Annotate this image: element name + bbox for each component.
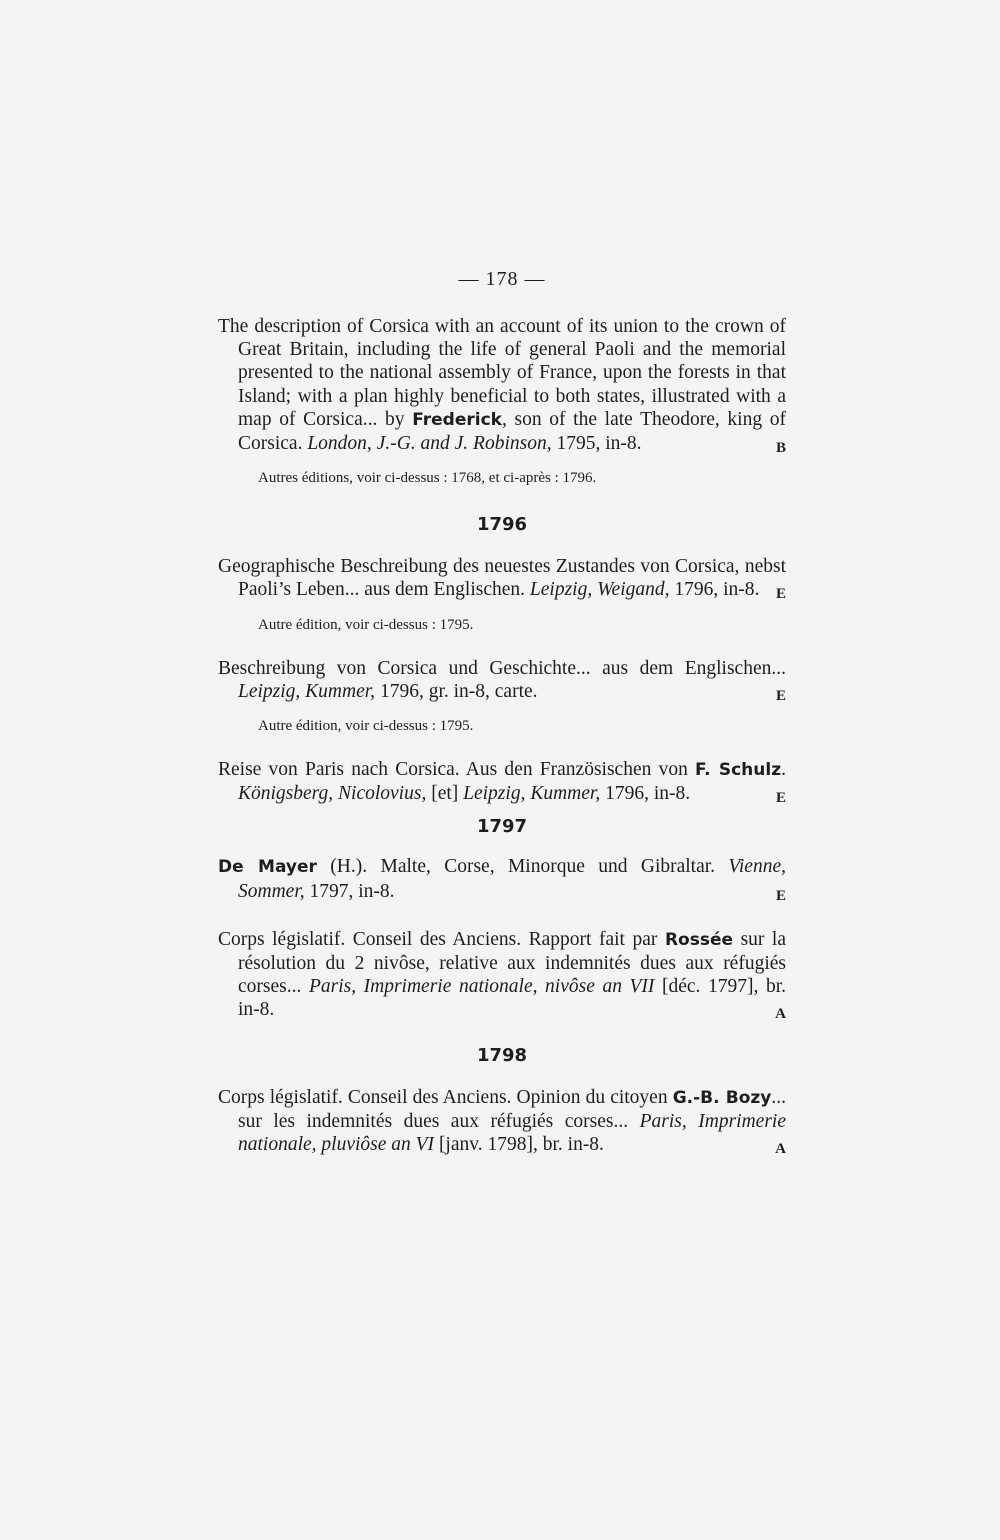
publisher: Paris, Imprimerie nationale, pluviôse an VI (238, 1110, 786, 1156)
rarity-grade: E (775, 790, 786, 807)
author-name: Frederick (412, 409, 502, 430)
page-number: — 178 — (458, 268, 546, 290)
author-name: G.-B. Bozy (672, 1087, 772, 1108)
bibliography-entry: Corps législatif. Conseil des Anciens. Rapport fait par Rossée sur la résolution du 2 nivôse, relative aux indemnités dues aux réfugiés corses... Paris, Imprimerie nationale, nivôse an VII [déc. 1797], br. in-8. A (218, 928, 786, 1022)
rarity-grade: A (775, 1141, 786, 1158)
publisher: London, J.-G. and J. Robinson, (307, 433, 552, 455)
rarity-grade: E (775, 586, 786, 603)
publisher: Paris, Imprimerie nationale, nivôse an VII (308, 976, 655, 998)
year-heading: 1798 (476, 1044, 528, 1066)
author-name: De Mayer (218, 857, 317, 878)
author-name: Rossée (664, 929, 734, 950)
publisher: Leipzig, Kummer, (238, 680, 376, 702)
edition-note: Autre édition, voir ci-dessus : 1795. (258, 718, 474, 735)
bibliography-entry: Beschreibung von Corsica und Geschichte... aus dem Englischen... Leipzig, Kummer, 1796, gr. in-8, carte. E (218, 657, 786, 703)
year-heading: 1797 (476, 816, 528, 838)
publisher: Leipzig, Kummer, (463, 783, 601, 805)
publisher: Königsberg, Nicolovius, (238, 783, 427, 805)
bibliography-entry: De Mayer (H.). Malte, Corse, Minorque und Gibraltar. Vienne, Sommer, 1797, in-8. E (218, 855, 786, 902)
edition-note: Autre édition, voir ci-dessus : 1795. (258, 616, 474, 633)
rarity-grade: A (775, 1006, 786, 1023)
publisher: Leipzig, Weigand, (529, 579, 670, 601)
bibliography-entry: Geographische Beschreibung des neuestes Zustandes von Corsica, nebst Paoli’s Leben... aus dem Englischen. Leipzig, Weigand, 1796, in-8. E (218, 555, 786, 601)
year-heading: 1796 (476, 514, 528, 536)
publisher: Vienne, Sommer, (238, 856, 786, 902)
rarity-grade: E (775, 687, 786, 704)
author-name: F. Schulz (695, 760, 782, 781)
edition-note: Autres éditions, voir ci-dessus : 1768, et ci-après : 1796. (258, 470, 597, 487)
bibliography-entry: Reise von Paris nach Corsica. Aus den Französischen von F. Schulz. Königsberg, Nicolovius, [et] Leipzig, Kummer, 1796, in-8. E (218, 758, 786, 805)
bibliography-entry: Corps législatif. Conseil des Anciens. Opinion du citoyen G.-B. Bozy... sur les indemnités dues aux réfugiés corses... Paris, Imprimerie nationale, pluviôse an VI [janv. 1798], br. in-8. A (218, 1086, 786, 1157)
book-page (218, 268, 786, 1161)
bibliography-entry: The description of Corsica with an account of its union to the crown of Great Britain, including the life of general Paoli and the memorial presented to the national assembly of France, upon the forests in that Island; with a plan highly beneficial to both states, illustrated with a map of Corsica... by Frederick, son of the late Theodore, king of Corsica. London, J.-G. and J. Robinson, 1795, in-8. B (218, 315, 786, 455)
rarity-grade: B (775, 440, 786, 457)
rarity-grade: E (775, 887, 786, 904)
